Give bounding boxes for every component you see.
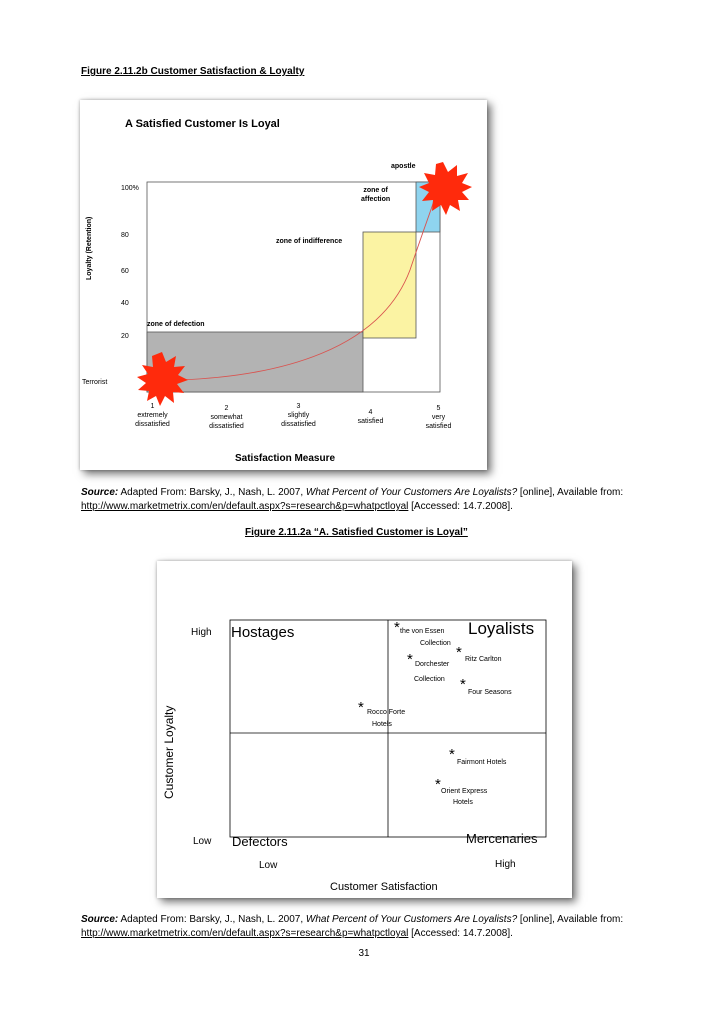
x-tick-5-num: 5: [436, 405, 441, 412]
source-link[interactable]: http://www.marketmetrix.com/en/default.aspx?s=research&p=whatpctloyal: [81, 501, 409, 512]
x-axis-label: Customer Satisfaction: [330, 881, 438, 893]
x-high-label: High: [495, 859, 516, 870]
star-icon: *: [460, 676, 466, 693]
x-tick-2: [204, 404, 249, 431]
y-tick-20: 20: [121, 333, 129, 340]
star-icon: *: [435, 776, 441, 793]
hotel-dorchester-2: Collection: [414, 676, 445, 683]
x-tick-2-num: 2: [224, 405, 229, 412]
zone-indifference-box: [363, 232, 416, 338]
source-accessed: [Accessed: 14.7.2008].: [408, 501, 513, 512]
y-axis-label: Loyalty (Retention): [86, 216, 93, 280]
x-tick-1-text: extremely dissatisfied: [135, 412, 170, 428]
source-citation-1: [81, 486, 661, 514]
source-label: Source:: [81, 487, 119, 498]
page-number: 31: [358, 948, 370, 959]
matrix-graphic: [157, 561, 572, 898]
hotel-von-essen: the von Essen: [400, 628, 445, 635]
source-link[interactable]: http://www.marketmetrix.com/en/default.aspx?s=research&p=whatpctloyal: [81, 928, 409, 939]
source-label: Source:: [81, 914, 119, 925]
quadrant-mercenaries: Mercenaries: [466, 831, 538, 846]
source-title: What Percent of Your Customers Are Loyalists?: [305, 914, 518, 925]
hotel-fairmont: Fairmont Hotels: [457, 759, 507, 766]
hotel-orient-express: Orient Express: [441, 788, 488, 795]
x-tick-1-num: 1: [150, 403, 155, 410]
zone-defection-label: zone of defection: [147, 321, 205, 328]
zone-indifference-label: zone of indifference: [276, 238, 343, 245]
y-tick-100: 100%: [121, 185, 139, 192]
x-low-label: Low: [259, 860, 278, 871]
figure-caption: Figure 2.11.2a “A. Satisfied Customer is Loyal”: [245, 527, 468, 538]
y-low-label: Low: [193, 836, 212, 847]
hotel-orient-express-2: Hotels: [453, 799, 473, 806]
star-icon: *: [407, 651, 413, 668]
zone-affection-label: zone of affection: [361, 187, 391, 203]
source-available: [online], Available from:: [517, 487, 624, 498]
loyalty-zones-figure: [80, 100, 487, 470]
y-axis-label: Customer Loyalty: [162, 705, 176, 799]
y-tick-60: 60: [121, 268, 129, 275]
x-tick-5: [416, 404, 461, 431]
source-accessed: [Accessed: 14.7.2008].: [408, 928, 513, 939]
x-tick-3: [276, 402, 321, 429]
y-tick-80: 80: [121, 232, 129, 239]
hotel-von-essen-2: Collection: [420, 640, 451, 647]
source-text: Adapted From: Barsky, J., Nash, L. 2007,: [118, 487, 306, 498]
source-title: What Percent of Your Customers Are Loyalists?: [305, 487, 518, 498]
x-tick-4: [348, 408, 393, 426]
hotel-rocco-forte: Rocco Forte: [367, 709, 406, 716]
hotel-four-seasons: Four Seasons: [468, 689, 512, 696]
x-tick-4-text: satisfied: [357, 418, 384, 425]
chart-title: A Satisfied Customer Is Loyal: [125, 118, 280, 130]
star-icon: *: [394, 619, 400, 636]
x-tick-3-text: slightly dissatisfied: [281, 412, 316, 428]
star-icon: *: [358, 699, 364, 716]
loyalty-matrix-figure: [157, 561, 572, 898]
hotel-ritz-carlton: Ritz Carlton: [465, 656, 502, 663]
quadrant-hostages: Hostages: [231, 624, 295, 641]
y-tick-40: 40: [121, 300, 129, 307]
terrorist-label: Terrorist: [82, 379, 108, 386]
quadrant-loyalists: Loyalists: [468, 619, 535, 638]
figure-heading: Figure 2.11.2b Customer Satisfaction & Loyalty: [81, 66, 305, 77]
hotel-dorchester: Dorchester: [415, 661, 450, 668]
star-icon: *: [456, 644, 462, 661]
source-available: [online], Available from:: [517, 914, 624, 925]
hotel-rocco-forte-2: Hotels: [372, 721, 392, 728]
apostle-label: apostle: [391, 163, 416, 170]
source-text: Adapted From: Barsky, J., Nash, L. 2007,: [118, 914, 306, 925]
x-tick-5-text: very satisfied: [425, 414, 452, 430]
x-tick-3-num: 3: [296, 403, 301, 410]
x-tick-1: [130, 402, 175, 429]
x-tick-2-text: somewhat dissatisfied: [209, 414, 244, 430]
y-high-label: High: [191, 627, 212, 638]
source-citation-2: [81, 913, 661, 941]
star-icon: *: [449, 746, 455, 763]
x-axis-label: Satisfaction Measure: [235, 453, 336, 464]
x-tick-4-num: 4: [368, 409, 373, 416]
quadrant-defectors: Defectors: [232, 834, 288, 849]
